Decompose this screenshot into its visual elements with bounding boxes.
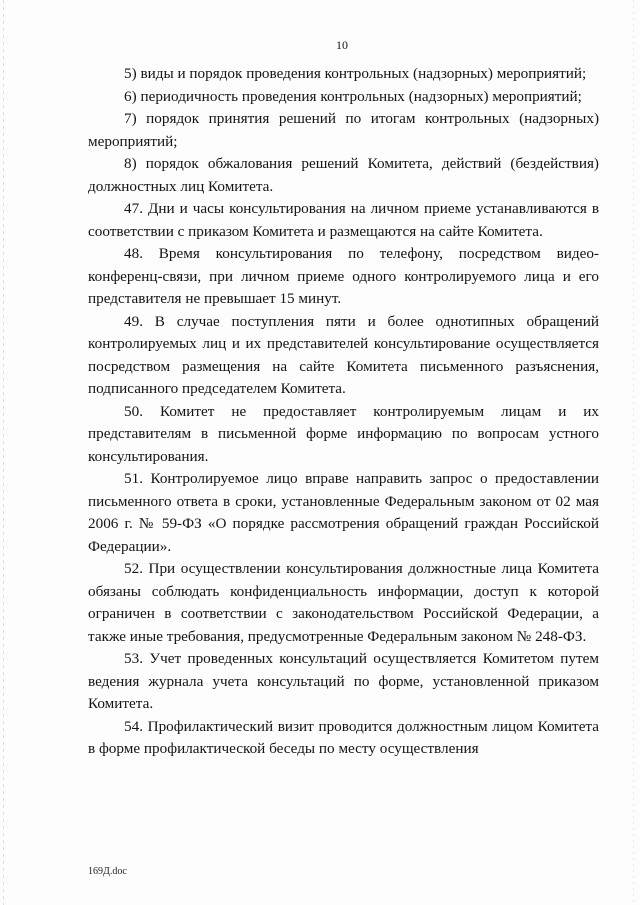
paragraph-item-6: 6) периодичность проведения контрольных (надзорных) мероприятий; [124, 87, 582, 105]
paragraph-item-5: 5) виды и порядок проведения контрольных (надзорных) мероприятий; [124, 65, 587, 82]
document-body [88, 63, 599, 761]
paragraph-51: 51. Контролируемое лицо вправе направить запрос о предоставлении письменного ответа в сроки, установленные Федеральным законом от 02 мая 2006 г. № 59-ФЗ «О порядке рассмотрения обращений граждан Российской Федерации». [88, 470, 599, 555]
paragraph-52: 52. При осуществлении консультирования должностные лица Комитета обязаны соблюдать конфиденциальность информации, доступ к которой ограничен в соответствии с законодательством Российской Федерации, а также иные требования, предусмотренные Федеральным законом № 248-ФЗ. [88, 560, 599, 645]
paragraph-item-8: 8) порядок обжалования решений Комитета, действий (бездействия) должностных лиц Комитета. [88, 155, 599, 195]
page-number: 10 [336, 38, 348, 52]
scan-edge-left [3, 0, 4, 905]
paragraph-53: 53. Учет проведенных консультаций осуществляется Комитетом путем ведения журнала учета консультаций по форме, установленной приказом Комитета. [88, 650, 599, 712]
paragraph-item-7: 7) порядок принятия решений по итогам контрольных (надзорных) мероприятий; [88, 110, 599, 150]
paragraph-49: 49. В случае поступления пяти и более однотипных обращений контролируемых лиц и их представителей консультирование осуществляется посредством размещения на сайте Комитета письменного разъяснения, подписанного председателем Комитета. [88, 312, 599, 397]
paragraph-50: 50. Комитет не предоставляет контролируемым лицам и их представителям в письменной форме информацию по вопросам устного консультирования. [88, 402, 599, 465]
scan-edge-right [633, 0, 634, 905]
paragraph-54: 54. Профилактический визит проводится должностным лицом Комитета в форме профилактической беседы по месту осуществления [88, 717, 599, 757]
paragraph-47: 47. Дни и часы консультирования на личном приеме устанавливаются в соответствии с приказом Комитета и размещаются на сайте Комитета. [88, 200, 599, 240]
paragraph-48: 48. Время консультирования по телефону, посредством видео-конференц-связи, при личном приеме одного контролируемого лица и его представителя не превышает 15 минут. [88, 245, 599, 307]
footer-filename: 169Д.doc [88, 866, 127, 877]
